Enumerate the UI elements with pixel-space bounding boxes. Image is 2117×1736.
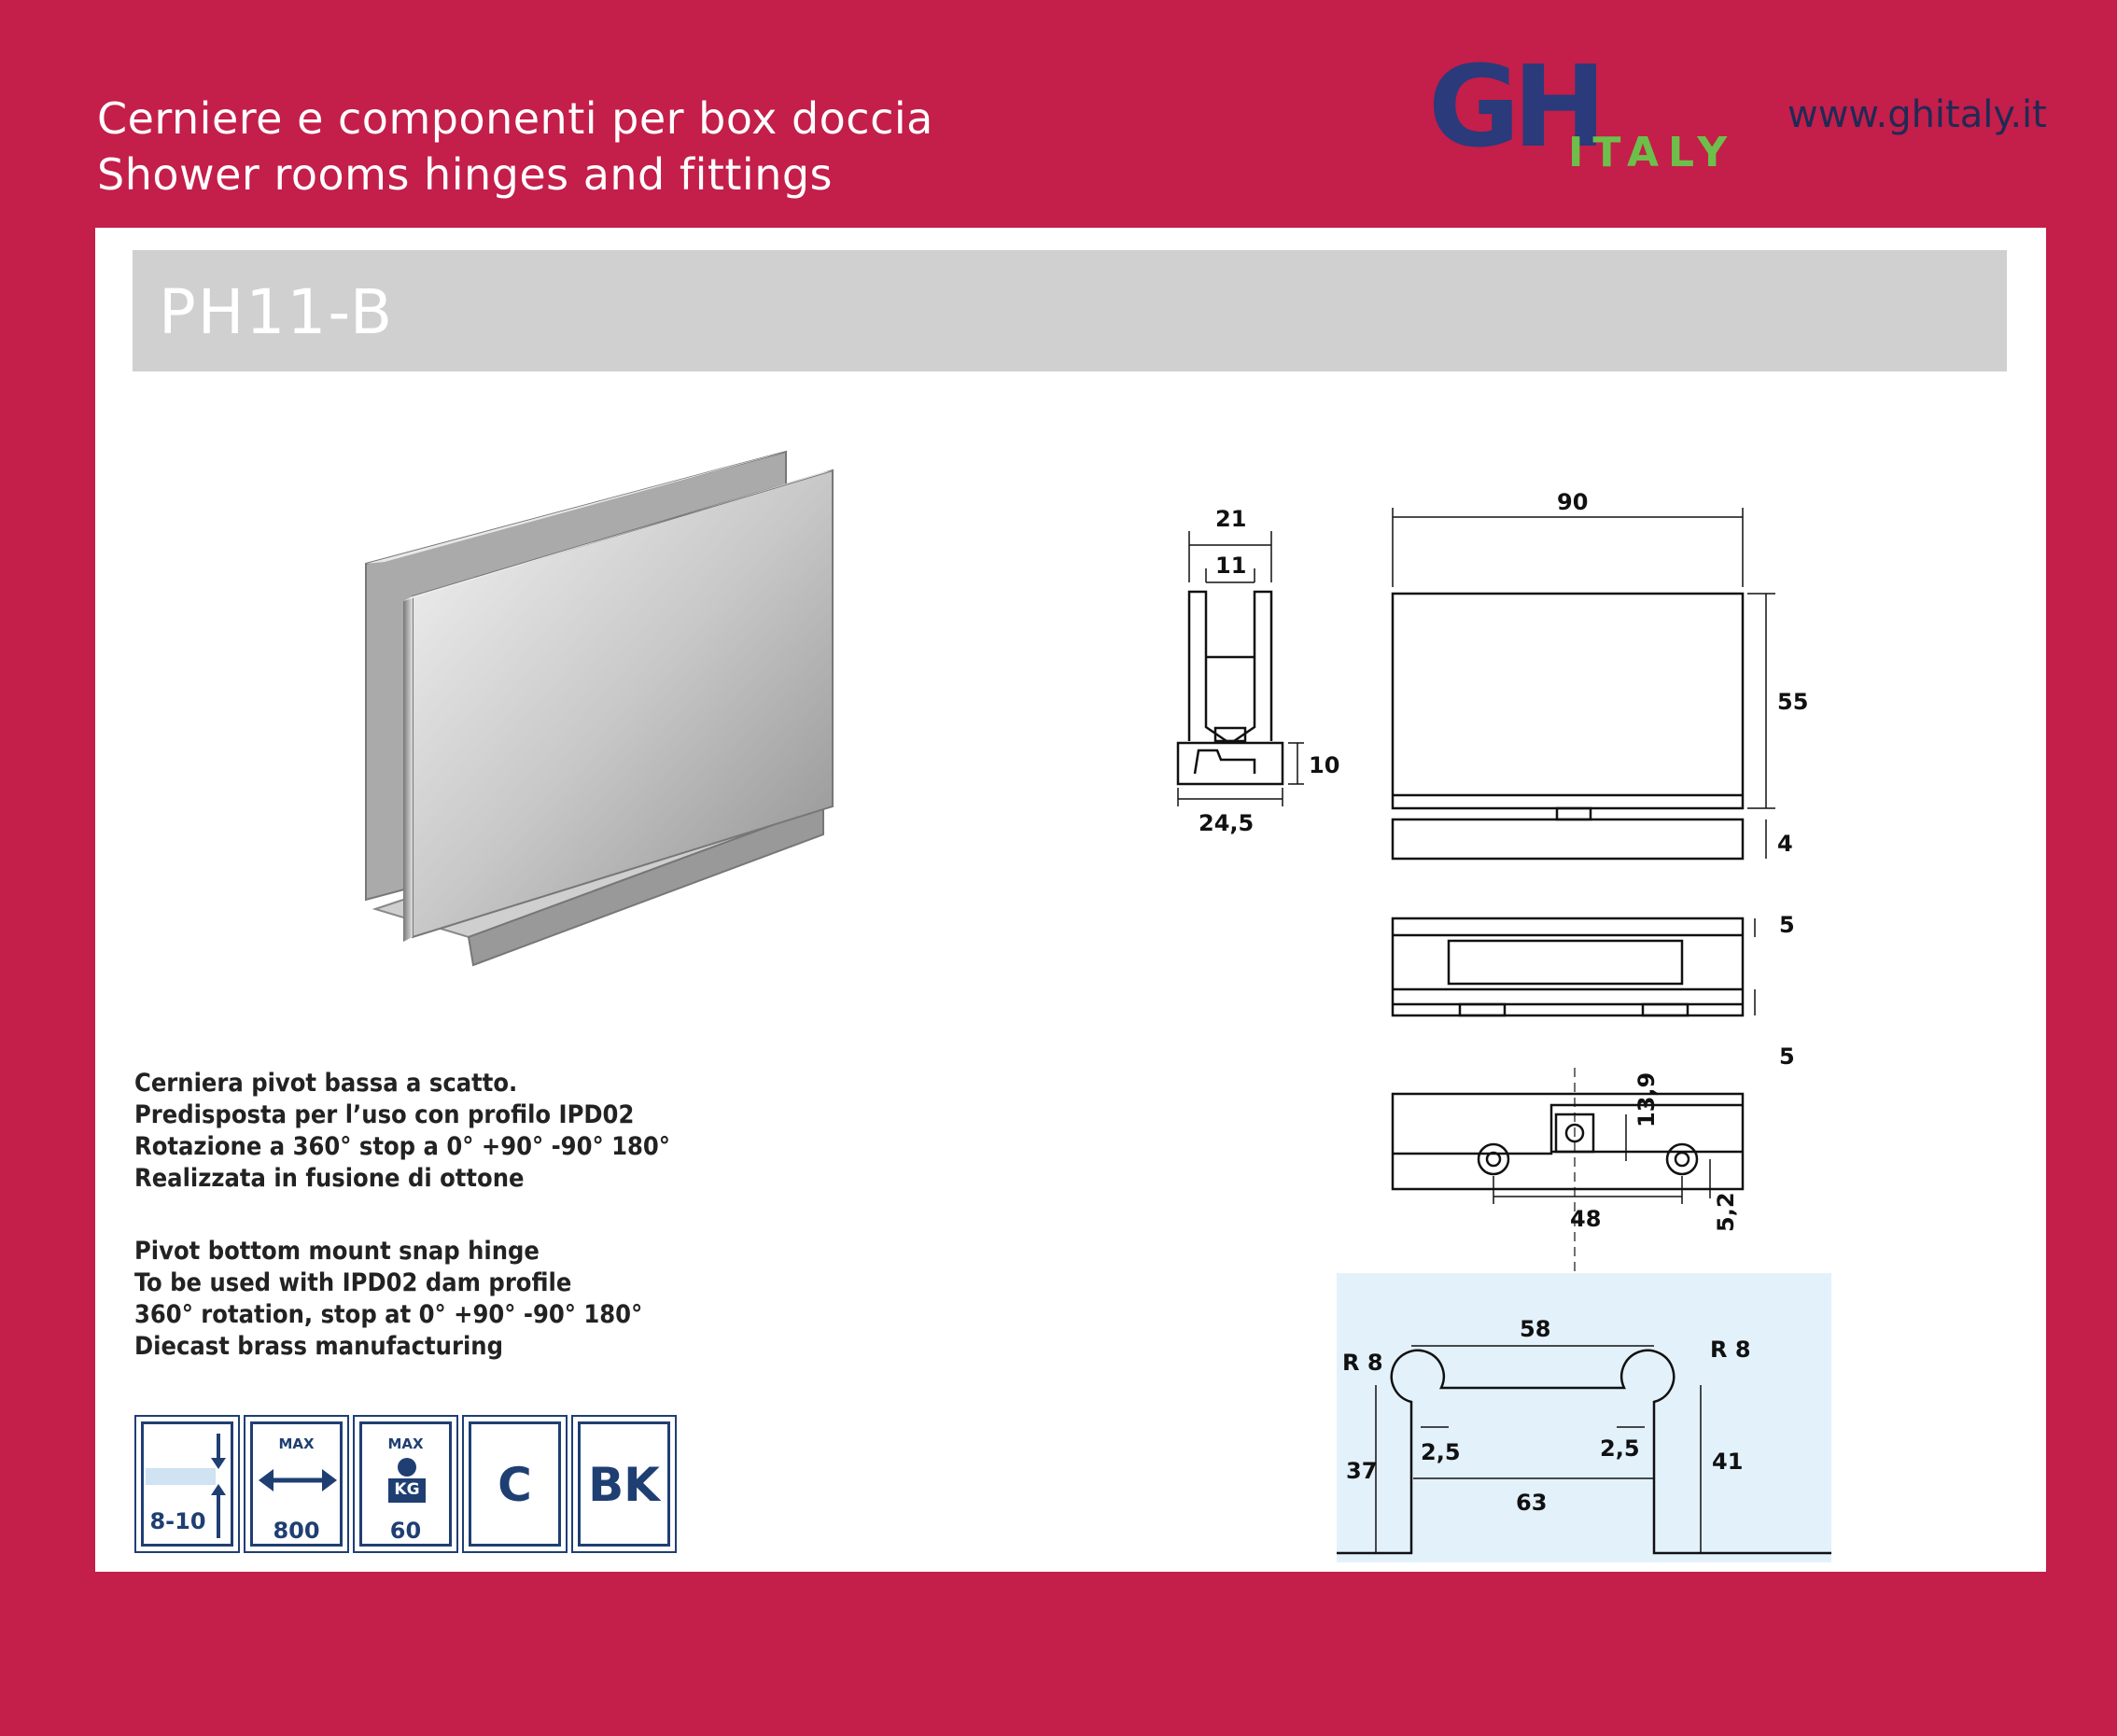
dim-top-offset-1: 5	[1779, 912, 1795, 938]
dim-cutout-radius-right: R 8	[1710, 1337, 1751, 1363]
description-italian	[134, 1068, 670, 1195]
max-width-max-label: MAX	[278, 1435, 315, 1452]
front-view-drawing	[1393, 508, 1775, 859]
header-italian: Cerniere e componenti per box doccia	[97, 93, 933, 144]
dim-front-height: 55	[1777, 689, 1809, 715]
header-english: Shower rooms hinges and fittings	[97, 149, 834, 200]
dim-side-base-height: 10	[1309, 752, 1340, 778]
finish-bk-icon	[571, 1415, 677, 1553]
product-sheet	[95, 228, 2046, 1572]
description-english	[134, 1236, 642, 1363]
glass-thickness-icon	[134, 1415, 240, 1553]
max-width-value: 800	[273, 1518, 320, 1544]
desc-it-line: Rotazione a 360° stop a 0° +90° -90° 180°	[134, 1132, 670, 1161]
dim-front-base-gap: 4	[1777, 831, 1793, 857]
dim-side-inner: 11	[1215, 553, 1247, 579]
product-photo	[263, 414, 879, 974]
desc-it-line: Realizzata in fusione di ottone	[134, 1164, 525, 1193]
dim-side-outer: 21	[1215, 506, 1247, 532]
dim-bottom-hole-offset: 5,2	[1713, 1192, 1739, 1232]
dim-top-offset-2: 5	[1779, 1043, 1795, 1070]
dim-cutout-offset-right: 2,5	[1600, 1435, 1640, 1462]
feature-icons	[134, 1415, 685, 1559]
desc-it-line: Cerniera pivot bassa a scatto.	[134, 1069, 518, 1098]
dim-cutout-height-right: 41	[1712, 1449, 1744, 1475]
desc-en-line: Pivot bottom mount snap hinge	[134, 1237, 540, 1266]
finish-c-label: C	[498, 1458, 532, 1512]
desc-it-line: Predisposta per l’uso con profilo IPD02	[134, 1100, 635, 1129]
dim-front-width: 90	[1557, 489, 1589, 515]
dim-cutout-top: 58	[1520, 1316, 1551, 1342]
desc-en-line: 360° rotation, stop at 0° +90° -90° 180°	[134, 1300, 643, 1329]
dim-bottom-hole-spacing: 48	[1570, 1206, 1602, 1232]
logo-gh-text: GH	[1428, 56, 1599, 173]
top-view-drawing	[1393, 918, 1755, 1015]
dim-cutout-radius-left: R 8	[1342, 1350, 1383, 1376]
desc-en-line: Diecast brass manufacturing	[134, 1332, 503, 1361]
max-width-icon	[244, 1415, 349, 1553]
dim-side-base-width: 24,5	[1199, 810, 1255, 836]
product-code: PH11-B	[159, 276, 395, 348]
thickness-label: 8-10	[149, 1508, 206, 1534]
technical-drawings	[1169, 396, 2009, 1562]
max-weight-icon	[353, 1415, 458, 1553]
logo-italy-text: ITALY	[1568, 129, 1737, 176]
dim-cutout-bottom: 63	[1516, 1490, 1548, 1516]
weight-unit: KG	[394, 1480, 420, 1499]
finish-c-icon	[462, 1415, 568, 1553]
finish-bk-label: BK	[588, 1458, 660, 1512]
website-link[interactable]: www.ghitaly.it	[1788, 93, 2047, 136]
desc-en-line: To be used with IPD02 dam profile	[134, 1268, 572, 1297]
max-weight-value: 60	[389, 1518, 422, 1544]
dim-cutout-height-left: 37	[1346, 1458, 1378, 1484]
dim-bottom-offset-y: 13,9	[1633, 1071, 1660, 1127]
max-weight-max-label: MAX	[387, 1435, 424, 1452]
title-band	[133, 250, 2007, 371]
dim-cutout-offset-left: 2,5	[1421, 1439, 1461, 1465]
brand-logo	[1428, 56, 1764, 177]
